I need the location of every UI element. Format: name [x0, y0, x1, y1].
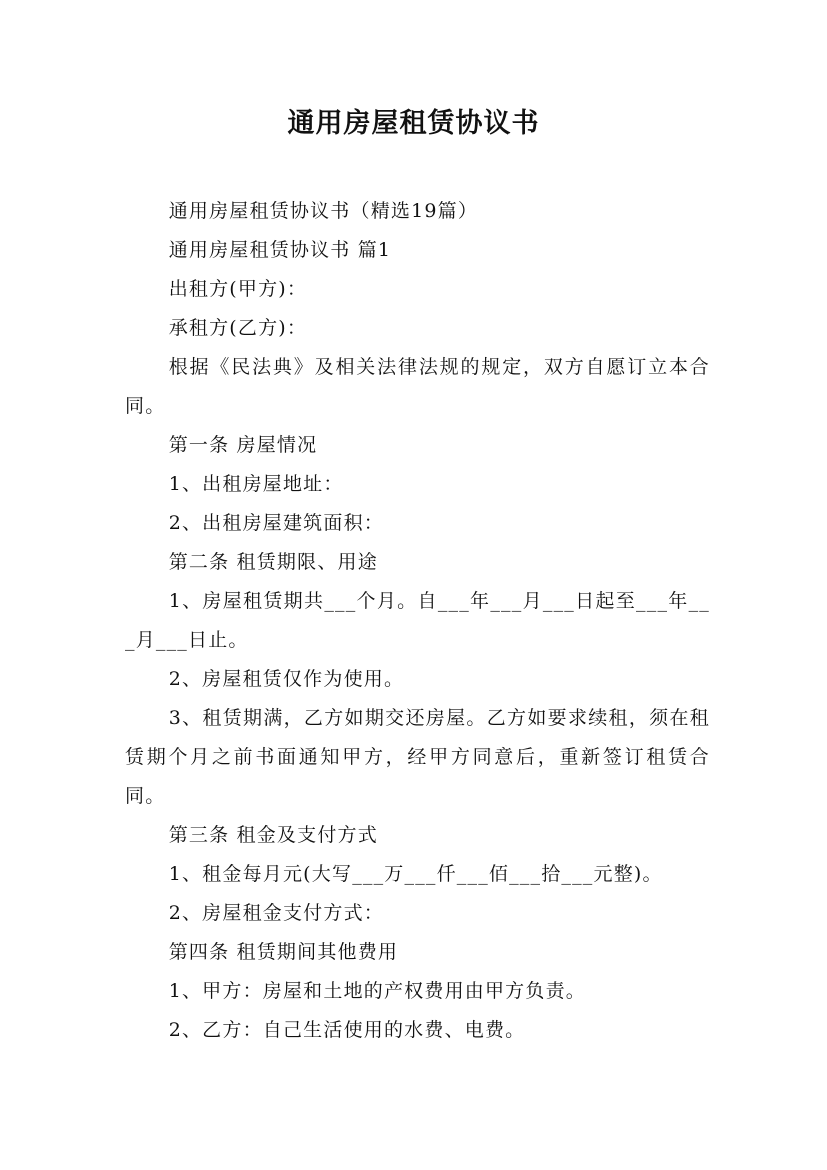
- paragraph-lessor: 出租方(甲方)：: [168, 278, 308, 300]
- paragraph-lessee: 承租方(乙方)：: [168, 317, 308, 339]
- document-body: [125, 192, 710, 1050]
- paragraph-article-2-item-2: 2、房屋租赁仅作为使用。: [168, 668, 405, 690]
- paragraph-article-2-heading: 第二条 租赁期限、用途: [168, 551, 378, 573]
- paragraph-article-3-item-1: 1、租金每月元(大写___万___仟___佰___拾___元整)。: [168, 863, 663, 885]
- paragraph-preamble: 根据《民法典》及相关法律法规的规定，双方自愿订立本合同。: [125, 356, 710, 417]
- paragraph-article-2-item-3: 3、租赁期满，乙方如期交还房屋。乙方如要求续租，须在租赁期个月之前书面通知甲方，经甲方同意后，重新签订租赁合同。: [125, 707, 710, 807]
- paragraph-article-2-item-1: 1、房屋租赁期共___个月。自___年___月___日起至___年___月___日止。: [125, 590, 710, 651]
- paragraph-section-heading: 通用房屋租赁协议书 篇1: [168, 239, 392, 261]
- paragraph-article-4-item-2: 2、乙方：自己生活使用的水费、电费。: [168, 1019, 526, 1041]
- paragraph-article-1-item-1: 1、出租房屋地址：: [168, 473, 344, 495]
- paragraph-article-4-item-1: 1、甲方：房屋和土地的产权费用由甲方负责。: [168, 980, 586, 1002]
- paragraph-article-3-heading: 第三条 租金及支付方式: [168, 824, 378, 846]
- paragraph-article-3-item-2: 2、房屋租金支付方式：: [168, 902, 384, 924]
- paragraph-subtitle: 通用房屋租赁协议书（精选19篇）: [168, 200, 479, 222]
- paragraph-article-4-heading: 第四条 租赁期间其他费用: [168, 941, 399, 963]
- document-title: 通用房屋租赁协议书: [287, 108, 540, 139]
- paragraph-article-1-heading: 第一条 房屋情况: [168, 434, 318, 456]
- paragraph-article-1-item-2: 2、出租房屋建筑面积：: [168, 512, 384, 534]
